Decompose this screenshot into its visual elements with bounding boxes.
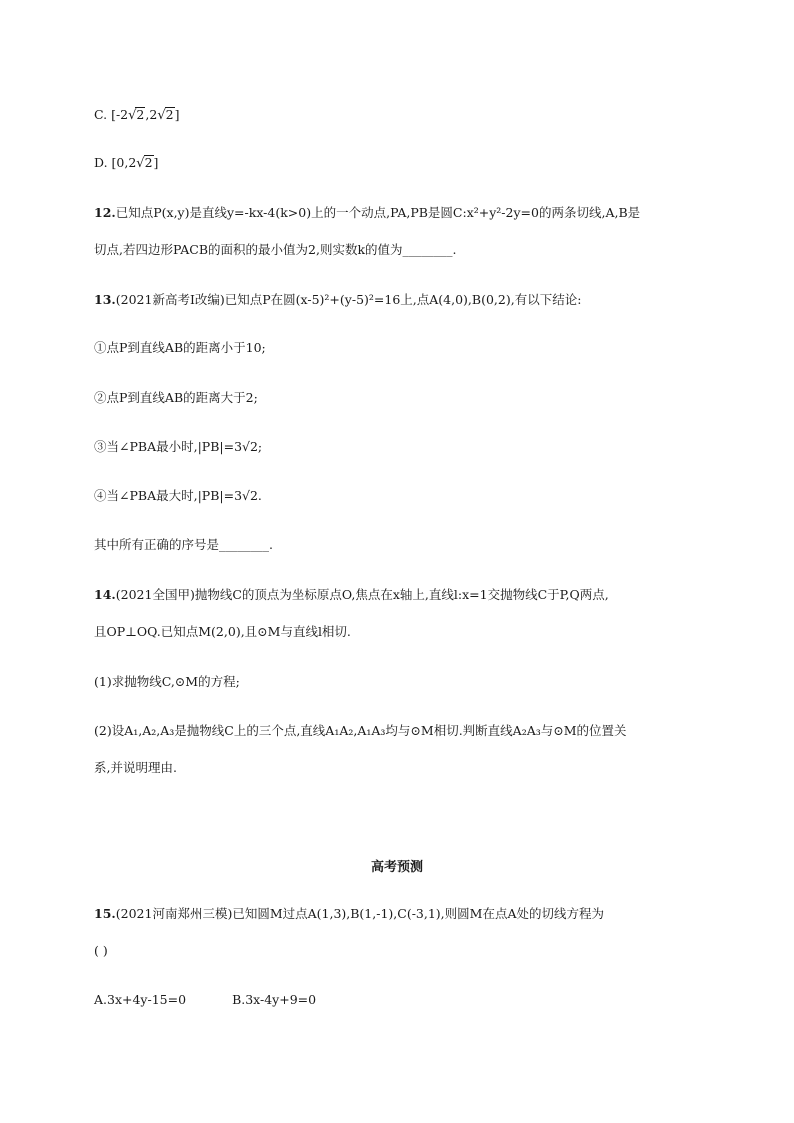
q13-stem-text: (2021新高考Ⅰ改编)已知点P在圆(x-5)²+(y-5)²=16上,点A(4,0),B(0,2),有以下结论:	[115, 292, 582, 307]
q12-number: 12.	[94, 205, 116, 220]
q14-line-2: 且OP⊥OQ.已知点M(2,0),且⊙M与直线l相切.	[94, 624, 351, 639]
q14-line-1	[94, 586, 609, 604]
q15-option-b: B.3x-4y+9=0	[232, 992, 317, 1007]
q15-stem	[94, 905, 604, 923]
q14-part-2-line-1: (2)设A₁,A₂,A₃是抛物线C上的三个点,直线A₁A₂,A₁A₃均与⊙M相切.判断直线A₂A₃与⊙M的位置关	[94, 723, 627, 738]
q15-number: 15.	[94, 906, 116, 921]
q13-statement-1: ①点P到直线AB的距离小于10;	[94, 340, 266, 355]
q14-part-2-line-2: 系,并说明理由.	[94, 760, 177, 775]
option-c-label: C.	[94, 107, 108, 122]
q13-number: 13.	[94, 292, 116, 307]
q15-options-row	[94, 991, 316, 1009]
q13-stem	[94, 291, 581, 309]
section-heading: 高考预测	[370, 860, 423, 875]
q12-line-1	[94, 204, 640, 222]
option-c: C. [-2√2,2√2]	[94, 107, 180, 123]
q12-text-1: 已知点P(x,y)是直线y=-kx-4(k>0)上的一个动点,PA,PB是圆C:x²+y²-2y=0的两条切线,A,B是	[115, 205, 641, 220]
q13-statement-4: ④当∠PBA最大时,|PB|=3√2.	[94, 488, 262, 503]
q15-option-a: A.3x+4y-15=0	[94, 992, 187, 1007]
option-d: D. [0,2√2]	[94, 155, 159, 171]
q14-part-1: (1)求抛物线C,⊙M的方程;	[94, 674, 240, 689]
q13-question: 其中所有正确的序号是________.	[94, 537, 273, 552]
q15-answer-paren: ( )	[94, 943, 108, 958]
q15-stem-text: (2021河南郑州三模)已知圆M过点A(1,3),B(1,-1),C(-3,1),则圆M在点A处的切线方程为	[115, 906, 604, 921]
q14-text-1: (2021全国甲)抛物线C的顶点为坐标原点O,焦点在x轴上,直线l:x=1交抛物线C于P,Q两点,	[115, 587, 609, 602]
q13-statement-3: ③当∠PBA最小时,|PB|=3√2;	[94, 439, 263, 454]
q13-statement-2: ②点P到直线AB的距离大于2;	[94, 390, 258, 405]
q14-number: 14.	[94, 587, 116, 602]
option-d-label: D.	[94, 155, 108, 170]
q12-line-2: 切点,若四边形PACB的面积的最小值为2,则实数k的值为________.	[94, 242, 457, 257]
